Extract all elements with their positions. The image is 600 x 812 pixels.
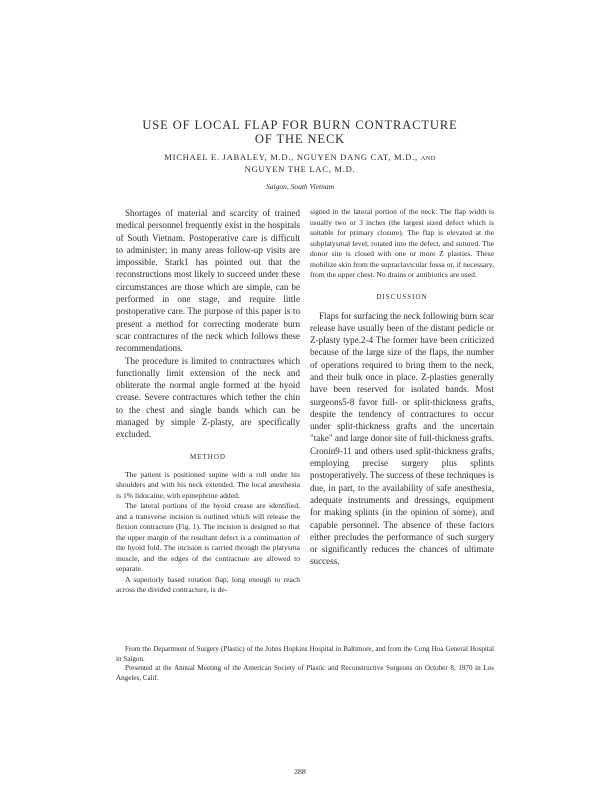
discussion-paragraph-1: Flaps for surfacing the neck following burn scar release have usually been of the distant pedicle or Z-plasty type.2-4 The former have been criticized because of the large size of the flaps, the number of operations required to bring them to the neck, and their bulk once in place. Z-plasties generally have been reserved for isolated bands. Most surgeons5-8 favor full- or split-thickness grafts, despite the tendency of contractures to occur under split-thickness grafts and the uncertain "take" and large donor site of full-thickness grafts. Cronin9-11 and others used split-thickness grafts, employing precise surgery plus splints postoperatively. The success of these techniques is due, in part, to the availability of safe anesthesia, adequate instruments and dressings, equipment for making splints (in the opinion of some), and capable personnel. The absence of these factors either precludes the performance of such surgery or significantly reduces the chances of ultimate success. [310,310,495,567]
left-column [116,207,300,596]
footnotes [116,645,494,683]
method-paragraph-1: The patient is positioned supine with a roll under his shoulders and with his neck extended. The local anesthesia is 1% lidocaine, with epinephrine added. [116,469,300,500]
page-number: 288 [294,767,306,776]
footnote-presentation: Presented at the Annual Meeting of the American Society of Plastic and Reconstructive Surgeons on October 8, 1970 in Los Angeles, Calif. [116,664,494,682]
intro-paragraph-2: The procedure is limited to contractures which functionally limit extension of the neck and obliterate the normal angle formed at the hyoid crease. Severe contractures which tether the chin to the chest and single bands which can be managed by simple Z-plasty, are specifically excluded. [116,355,300,440]
authors-line-2: NGUYEN THE LAC, M.D. [244,164,356,174]
method-heading: METHOD [190,452,226,461]
discussion-heading: DISCUSSION [376,292,428,301]
author-list [90,152,510,175]
title-line-2: OF THE NECK [254,132,346,146]
authors-line-1-names: MICHAEL E. JABALEY, M.D., NGUYEN DANG CAT, M.D., [164,152,418,162]
authors-and: AND [420,155,436,162]
method-paragraph-3: A superiorly based rotation flap, long enough to reach across the divided contracture, is de- [116,574,300,595]
footnote-affiliation: From the Department of Surgery (Plastic) of the Johns Hopkins Hospital in Baltimore, and from the Cong Hoa General Hospital in Saigon. [116,645,494,663]
author-location: Saigon, South Vietnam [266,182,334,191]
title-line-1: USE OF LOCAL FLAP FOR BURN CONTRACTURE [142,118,458,132]
method-continuation: signed in the lateral portion of the neck. The flap width is usually two or 3 inches (the largest sized defect which is suitable for primary closure). The flap is elevated at the subplatysmal level, rotated into the defect, and sutured. The donor site is closed with one or more Z plasties. These mobilize skin from the supraclavicular fossa or, if necessary, from the upper chest. No drains or antibiotics are used. [310,207,494,279]
article-title [100,118,500,146]
right-column [310,207,494,568]
intro-paragraph-1: Shortages of material and scarcity of trained medical personnel frequently exist in the hospitals of South Vietnam. Postoperative care is difficult to administer; in many areas follow-up visits are impossible. Stark1 has pointed out that the reconstructions most likely to succeed under these circumstances are those which are simple, can be performed in one stage, and require little postoperative care. The purpose of this paper is to present a method for correcting moderate burn scar contractures of the neck which follows these recommendations. [116,208,300,354]
authors-line-1 [90,152,510,164]
method-paragraph-2: The lateral portions of the hyoid crease are identified, and a transverse incision is outlined which will release the flexion contracture (Fig. 1). The incision is designed so that the upper margin of the resultant defect is a continuation of the hyoid fold. The incision is carried through the platysma muscle, and the edges of the contracture are allowed to separate. [116,501,300,574]
